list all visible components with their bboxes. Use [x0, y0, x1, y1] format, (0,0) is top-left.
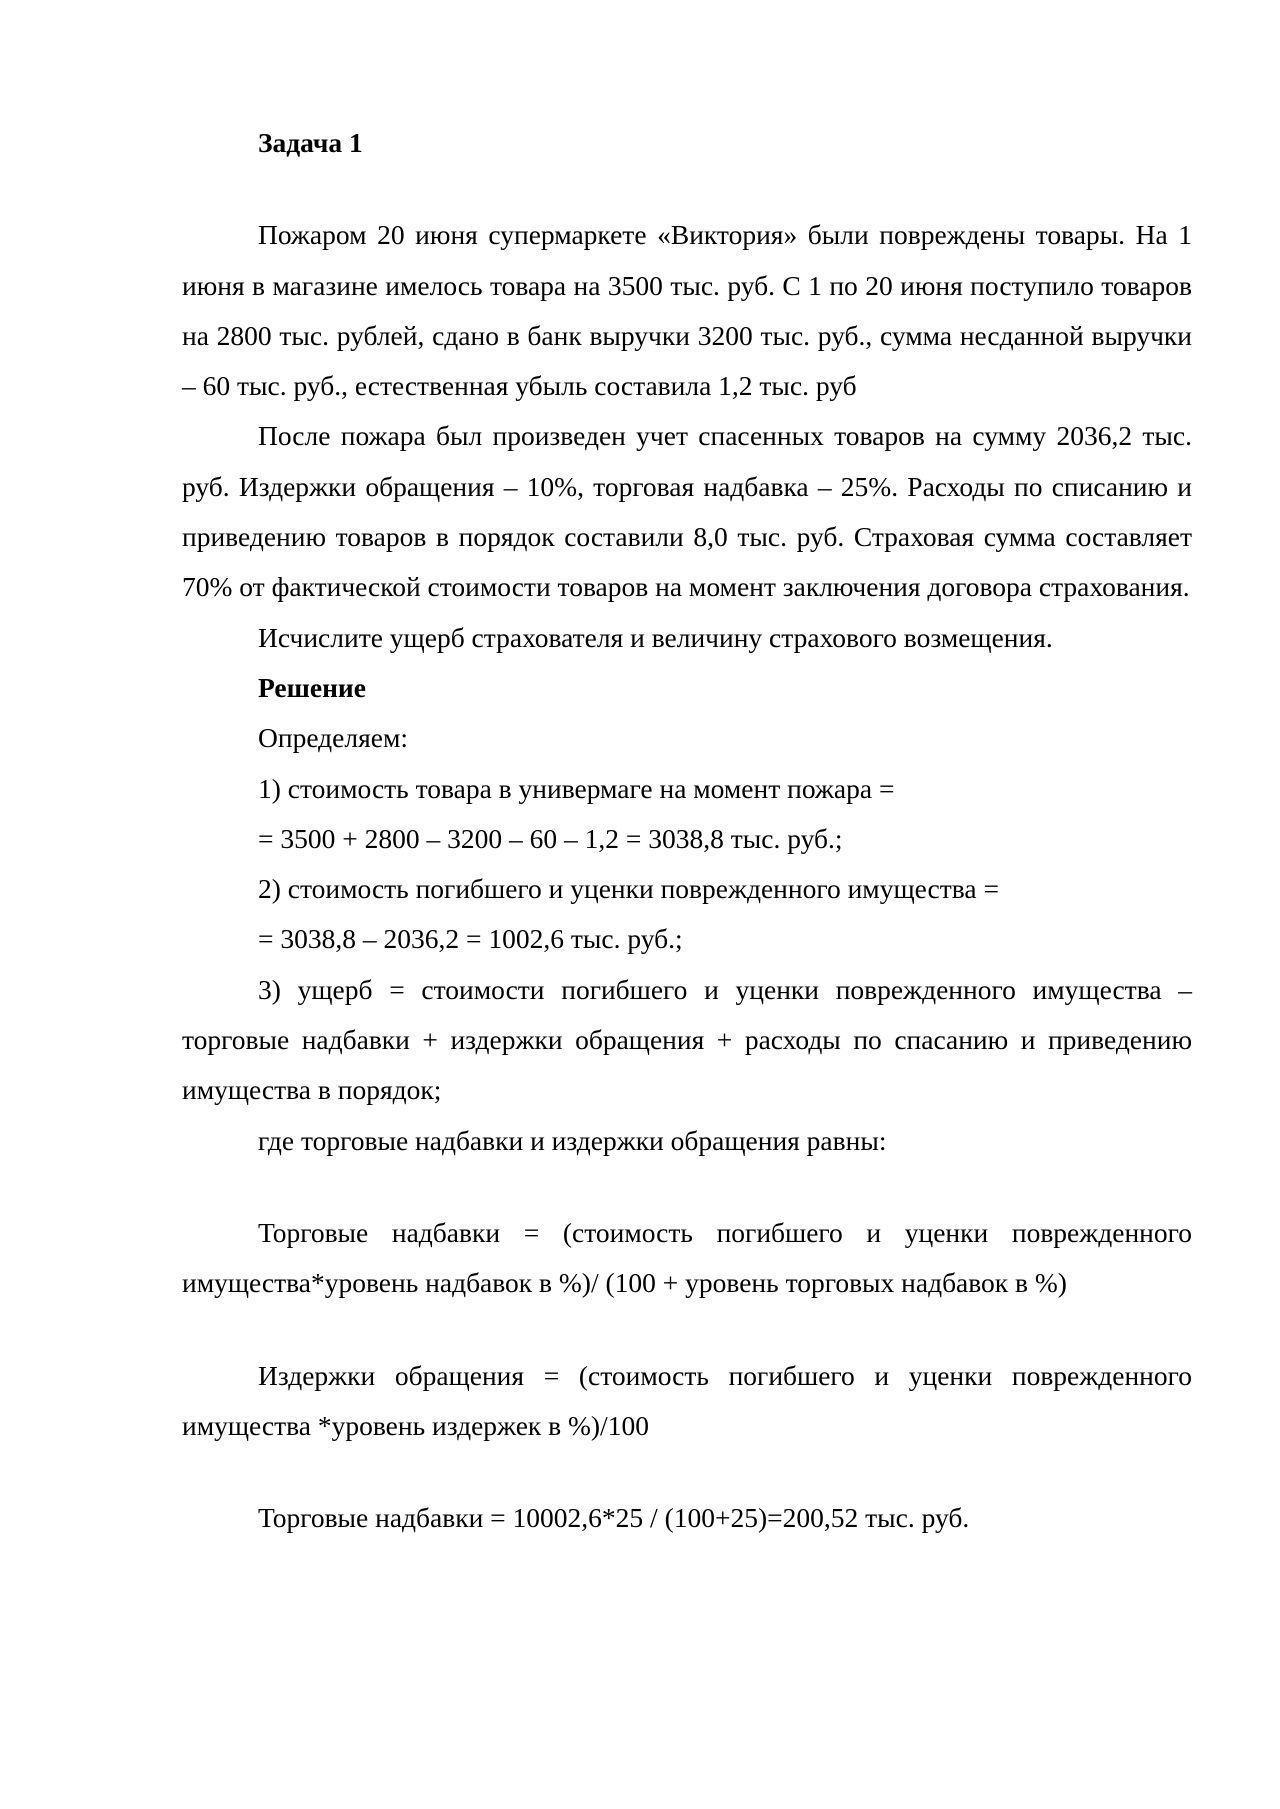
formula-trade-markup: Торговые надбавки = (стоимость погибшего и уценки поврежденного имущества*уровень надбавок в %)/ (100 + уровень торговых надбавок в %) — [182, 1216, 1192, 1299]
solution-intro: Определяем: — [258, 722, 408, 754]
step-2-calculation: = 3038,8 – 2036,2 = 1002,6 тыс. руб.; — [258, 923, 683, 955]
step-3-definition: 3) ущерб = стоимости погибшего и уценки поврежденного имущества – торговые надбавки + издержки обращения + расходы по спасанию и приведению имущества в порядок; — [182, 973, 1192, 1106]
solution-heading: Решение — [258, 671, 366, 703]
spacer — [182, 1451, 1192, 1493]
formula-distribution-costs: Издержки обращения = (стоимость погибшего и уценки поврежденного имущества *уровень издержек в %)/100 — [182, 1359, 1192, 1441]
spacer — [182, 1309, 1192, 1351]
step-2-label: 2) стоимость погибшего и уценки поврежденного имущества = — [258, 873, 999, 905]
step-1-label: 1) стоимость товара в универмаге на момент пожара = — [258, 772, 895, 804]
task-title: Задача 1 — [258, 127, 363, 158]
document-body — [182, 118, 1192, 1543]
trade-markup-calculation: Торговые надбавки = 10002,6*25 / (100+25)=200,52 тыс. руб. — [258, 1502, 970, 1534]
spacer — [182, 1166, 1192, 1208]
where-clause: где торговые надбавки и издержки обращения равны: — [258, 1124, 887, 1156]
problem-question: Исчислите ущерб страхователя и величину страхового возмещения. — [258, 621, 1053, 653]
spacer — [182, 168, 1192, 210]
problem-paragraph-2: После пожара был произведен учет спасенных товаров на сумму 2036,2 тыс. руб. Издержки обращения – 10%, торговая надбавка – 25%. Расходы по списанию и приведению товаров в порядок составили 8,0 тыс. руб. Страховая сумма составляет 70% от фактической стоимости товаров на момент заключения договора страхования. — [182, 420, 1192, 603]
step-1-calculation: = 3500 + 2800 – 3200 – 60 – 1,2 = 3038,8 тыс. руб.; — [258, 822, 843, 854]
problem-paragraph-1: Пожаром 20 июня супермаркете «Виктория» были повреждены товары. На 1 июня в магазине имелось товара на 3500 тыс. руб. С 1 по 20 июня поступило товаров на 2800 тыс. рублей, сдано в банк выручки 3200 тыс. руб., сумма несданной выручки – 60 тыс. руб., естественная убыль составила 1,2 тыс. руб — [182, 219, 1192, 402]
